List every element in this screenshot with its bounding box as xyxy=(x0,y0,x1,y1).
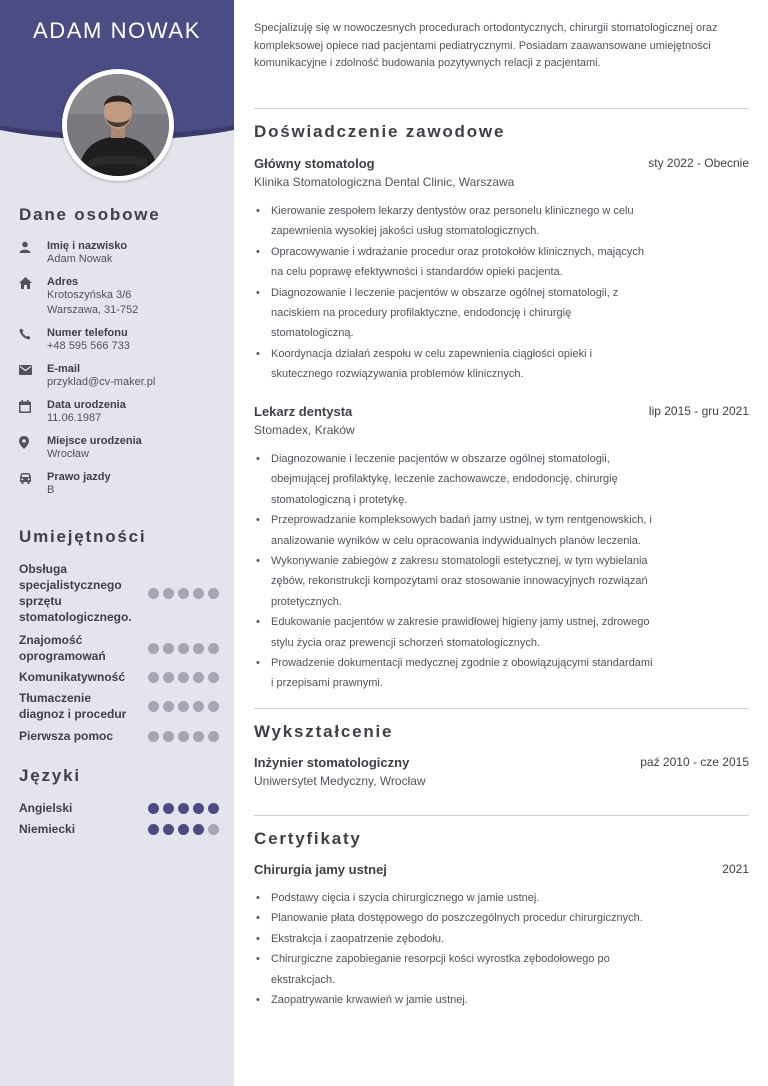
skill-item xyxy=(19,561,219,625)
personal-heading: Dane osobowe xyxy=(19,205,161,224)
person-icon xyxy=(19,240,47,254)
rating-dot xyxy=(178,731,189,742)
info-label: Numer telefonu xyxy=(47,327,128,339)
certificates-heading: Certyfikaty xyxy=(254,829,362,848)
education-heading: Wykształcenie xyxy=(254,722,394,741)
job-title: Główny stomatolog xyxy=(254,156,375,171)
skill-rating xyxy=(148,731,219,742)
list-item: • Diagnozowanie i leczenie pacjentów w obszarze ogólnej stomatologii, obejmującej profilaktykę, leczenie zachowawcze, endodoncję, chirurgię stomatologiczną i protetykę. xyxy=(254,449,654,510)
info-driving-license xyxy=(19,471,111,498)
skill-item xyxy=(19,669,219,685)
education-title: Inżynier stomatologiczny xyxy=(254,755,410,770)
rating-dot xyxy=(193,824,204,835)
list-item: • Wykonywanie zabiegów z zakresu stomatologii estetycznej, w tym wybielania zębów, rekonstrukcji kompozytami oraz stosowanie innowacyjnych rozwiązań protetycznych. xyxy=(254,551,654,612)
skill-rating xyxy=(148,643,219,654)
language-item xyxy=(19,800,219,816)
rating-dot xyxy=(193,588,204,599)
rating-dot xyxy=(178,824,189,835)
job-employer: Stomadex, Kraków xyxy=(254,423,355,437)
skill-name: Komunikatywność xyxy=(19,670,126,684)
rating-dot xyxy=(148,643,159,654)
info-value: 11.06.1987 xyxy=(47,412,102,424)
list-item: • Opracowywanie i wdrażanie procedur oraz protokołów klinicznych, mających na celu poprawę efektywności i standardów opieki pacjenta. xyxy=(254,242,654,283)
rating-dot xyxy=(163,588,174,599)
skill-rating xyxy=(148,672,219,683)
skill-item xyxy=(19,728,219,744)
rating-dot xyxy=(208,672,219,683)
skills-heading: Umiejętności xyxy=(19,527,147,546)
phone-icon xyxy=(19,327,47,341)
rating-dot xyxy=(148,803,159,814)
info-label: Miejsce urodzenia xyxy=(47,435,142,447)
rating-dot xyxy=(178,803,189,814)
info-value: przyklad@cv-maker.pl xyxy=(47,376,156,388)
job-title: Lekarz dentysta xyxy=(254,404,353,419)
rating-dot xyxy=(148,731,159,742)
list-item: • Koordynacja działań zespołu w celu zapewnienia ciągłości opieki i skutecznego rozwiązywania problemów klinicznych. xyxy=(254,344,654,385)
info-value: +48 595 566 733 xyxy=(47,340,130,352)
rating-dot xyxy=(148,701,159,712)
profile-photo xyxy=(62,69,174,181)
certificate-title: Chirurgia jamy ustnej xyxy=(254,862,387,877)
info-label: Imię i nazwisko xyxy=(47,240,128,252)
calendar-icon xyxy=(19,399,47,413)
job-date: sty 2022 - Obecnie xyxy=(648,156,749,170)
home-icon xyxy=(19,276,47,290)
rating-dot xyxy=(163,672,174,683)
info-label: Adres xyxy=(47,276,79,288)
info-phone xyxy=(19,327,130,354)
language-name: Niemiecki xyxy=(19,822,76,836)
divider xyxy=(254,815,749,816)
job-duties xyxy=(254,449,654,694)
profile-summary: Specjalizuję się w nowoczesnych procedurach ortodontycznych, chirurgii stomatologicznej oraz kompleksowej opiece nad pacjentami pediatrycznymi. Posiadam zaawansowane umiejętności komunikacyjne i zdolność budowania pozytywnych relacji z pacjentami. xyxy=(254,22,718,69)
skill-name: Pierwsza pomoc xyxy=(19,729,114,743)
skill-rating xyxy=(148,588,219,599)
rating-dot xyxy=(163,643,174,654)
certificate-topics xyxy=(254,888,654,1010)
rating-dot xyxy=(163,824,174,835)
languages-heading: Języki xyxy=(19,766,81,785)
rating-dot xyxy=(193,643,204,654)
rating-dot xyxy=(193,731,204,742)
info-value: Wrocław xyxy=(47,448,89,460)
mail-icon xyxy=(19,363,47,377)
rating-dot xyxy=(163,803,174,814)
car-icon xyxy=(19,471,47,485)
divider xyxy=(254,708,749,709)
rating-dot xyxy=(178,588,189,599)
skill-item xyxy=(19,632,219,664)
info-value: Krotoszyńska 3/6 Warszawa, 31-752 xyxy=(47,289,139,316)
location-pin-icon xyxy=(19,435,47,449)
list-item: • Edukowanie pacjentów w zakresie prawidłowej higieny jamy ustnej, zdrowego stylu życia oraz prewencji schorzeń stomatologicznych. xyxy=(254,612,654,653)
certificate-date: 2021 xyxy=(722,862,749,876)
rating-dot xyxy=(148,824,159,835)
job-employer: Klinika Stomatologiczna Dental Clinic, Warszawa xyxy=(254,175,515,189)
info-value: B xyxy=(47,484,55,496)
candidate-name: ADAM NOWAK xyxy=(33,18,201,43)
language-item xyxy=(19,821,219,837)
rating-dot xyxy=(193,672,204,683)
rating-dot xyxy=(208,731,219,742)
skill-name: Tłumaczenie diagnoz i procedur xyxy=(19,691,127,721)
skill-name: Znajomość oprogramowań xyxy=(19,633,106,663)
job-date: lip 2015 - gru 2021 xyxy=(648,404,749,418)
rating-dot xyxy=(208,643,219,654)
divider xyxy=(254,108,749,109)
rating-dot xyxy=(163,731,174,742)
skill-rating xyxy=(148,701,219,712)
rating-dot xyxy=(178,701,189,712)
rating-dot xyxy=(208,803,219,814)
rating-dot xyxy=(208,588,219,599)
skill-item xyxy=(19,690,219,722)
education-school: Uniwersytet Medyczny, Wrocław xyxy=(254,774,426,788)
info-birthdate xyxy=(19,399,126,426)
list-item: • Podstawy cięcia i szycia chirurgicznego w jamie ustnej. xyxy=(254,888,654,908)
list-item: • Chirurgiczne zapobieganie resorpcji kości wyrostka zębodołowego po ekstrakcjach. xyxy=(254,949,654,990)
info-label: Data urodzenia xyxy=(47,399,126,411)
skill-name: Obsługa specjalistycznego sprzętu stomatologicznego. xyxy=(19,562,132,624)
list-item: • Prowadzenie dokumentacji medycznej zgodnie z obowiązującymi standardami i przepisami prawnymi. xyxy=(254,653,654,694)
rating-dot xyxy=(208,824,219,835)
list-item: • Diagnozowanie i leczenie pacjentów w obszarze ogólnej stomatologii, z naciskiem na procedury profilaktyczne, endodoncję i chirurgię stomatologiczną. xyxy=(254,283,654,344)
rating-dot xyxy=(163,701,174,712)
info-address xyxy=(19,276,138,318)
rating-dot xyxy=(178,672,189,683)
sidebar xyxy=(0,0,234,1086)
list-item: • Kierowanie zespołem lekarzy dentystów oraz personelu klinicznego w celu zapewnienia wysokiej jakości usług stomatologicznych. xyxy=(254,201,654,242)
job-duties xyxy=(254,201,654,385)
list-item: • Ekstrakcja i zaopatrzenie zębodołu. xyxy=(254,929,654,949)
rating-dot xyxy=(148,588,159,599)
rating-dot xyxy=(178,643,189,654)
info-name xyxy=(19,240,127,267)
rating-dot xyxy=(148,672,159,683)
info-email xyxy=(19,363,155,390)
experience-heading: Doświadczenie zawodowe xyxy=(254,122,506,141)
info-label: E-mail xyxy=(47,363,81,375)
education-date: paź 2010 - cze 2015 xyxy=(640,755,749,769)
list-item: • Planowanie płata dostępowego do poszczególnych procedur chirurgicznych. xyxy=(254,908,654,928)
info-value: Adam Nowak xyxy=(47,253,113,265)
info-label: Prawo jazdy xyxy=(47,471,111,483)
language-rating xyxy=(148,803,219,814)
language-name: Angielski xyxy=(19,801,73,815)
list-item: • Przeprowadzanie kompleksowych badań jamy ustnej, w tym rentgenowskich, i analizowanie wyników w celu opracowania indywidualnych planów leczenia. xyxy=(254,510,654,551)
rating-dot xyxy=(193,701,204,712)
list-item: • Zaopatrywanie krwawień w jamie ustnej. xyxy=(254,990,654,1010)
rating-dot xyxy=(208,701,219,712)
language-rating xyxy=(148,824,219,835)
info-birthplace xyxy=(19,435,142,462)
rating-dot xyxy=(193,803,204,814)
